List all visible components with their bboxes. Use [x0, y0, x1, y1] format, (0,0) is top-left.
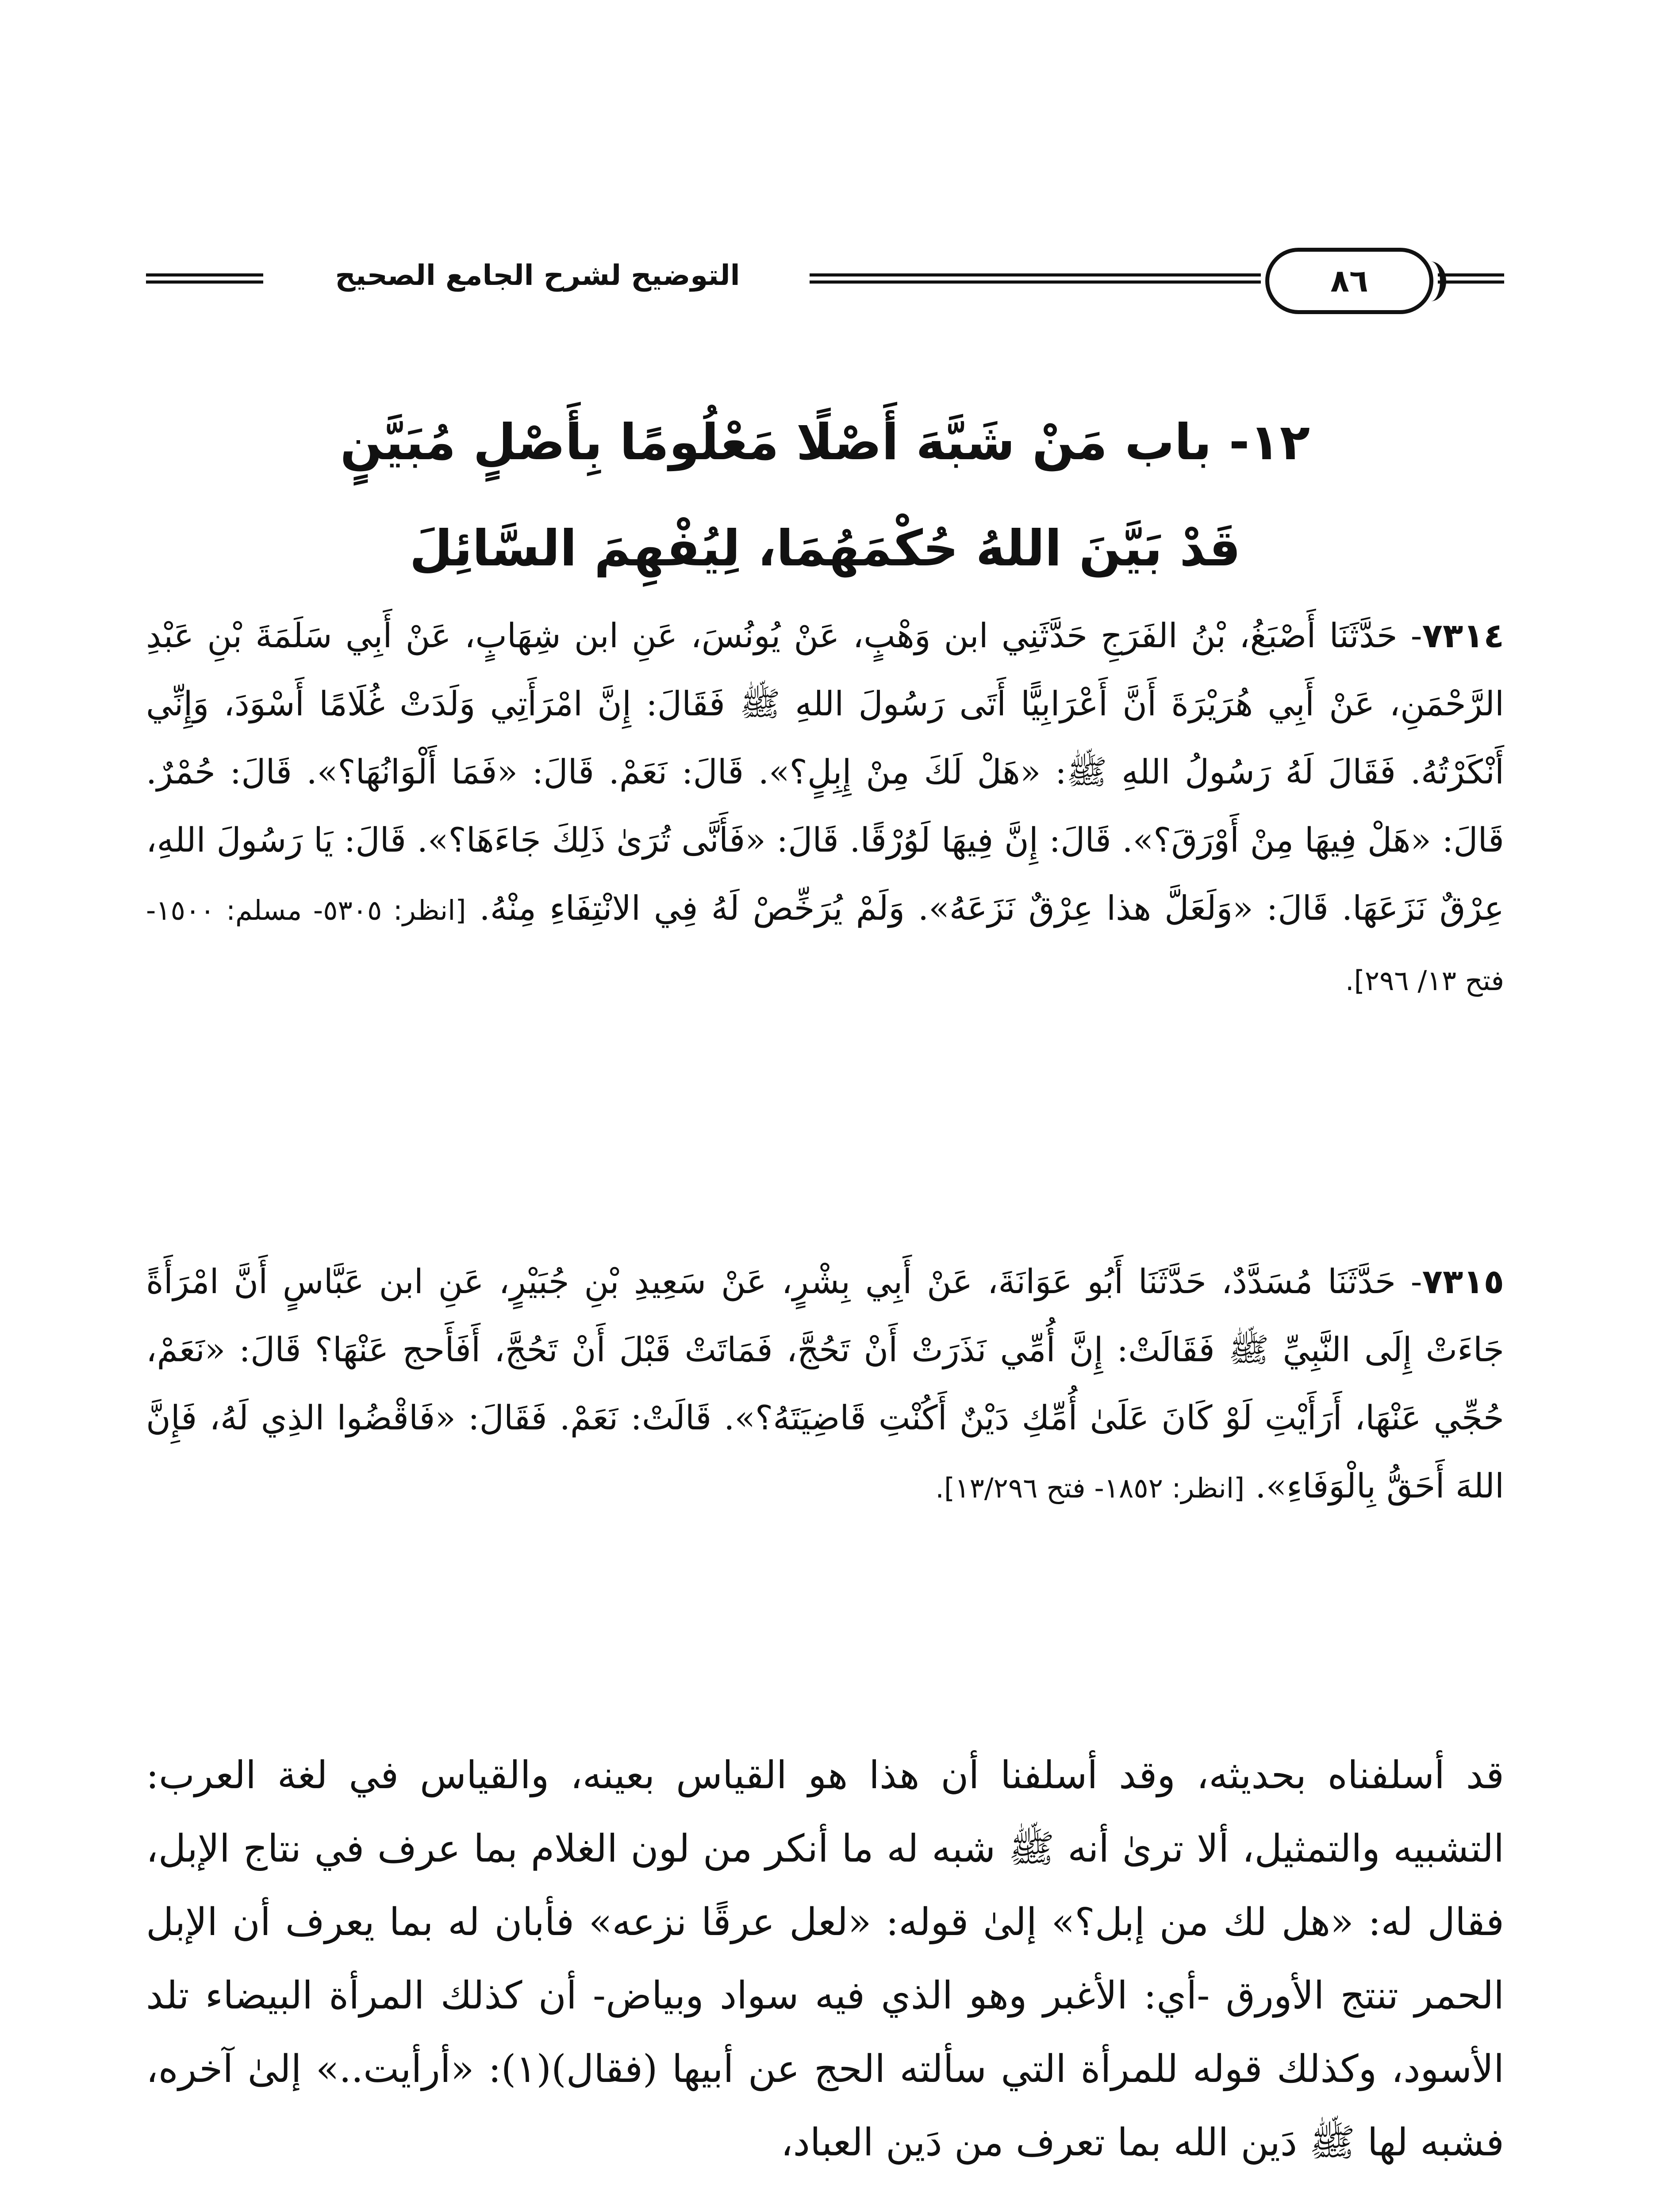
- hadith-paragraph: [146, 1248, 1504, 1522]
- hadith-reference: [انظر: ١٨٥٢- فتح ١٣/٢٩٦].: [935, 1472, 1245, 1504]
- page-number-badge: [1265, 248, 1433, 314]
- commentary-paragraph: قد أسلفناه بحديثه، وقد أسلفنا أن هذا هو القياس بعينه، والقياس في لغة العرب: التشبيه والتمثيل، ألا ترىٰ أنه ﷺ شبه له ما أنكر من لون الغلام بما عرف في نتاج الإبل، فقال له: «هل لك من إبل؟» إلىٰ قوله: «لعل عرقًا نزعه» فأبان له بما يعرف أن الإبل الحمر تنتج الأورق -أي: الأغبر وهو الذي فيه سواد وبياض- أن كذلك المرأة البيضاء تلد الأسود، وكذلك قوله للمرأة التي سألته الحج عن أبيها (فقال)(١): «أرأيت..» إلىٰ آخره، فشبه لها ﷺ دَين الله بما تعرف من دَين العباد،: [146, 1753, 1504, 2165]
- hadith-number: ٧٣١٥: [1422, 1262, 1504, 1301]
- hadith-text: - حَدَّثَنَا مُسَدَّدٌ، حَدَّثَنَا أَبُو عَوَانَةَ، عَنْ أَبِي بِشْرٍ، عَنْ سَعِيدِ بْنِ جُبَيْرٍ، عَنِ ابن عَبَّاسٍ أَنَّ امْرَأَةً جَاءَتْ إِلَى النَّبِيِّ ﷺ فَقَالَتْ: إِنَّ أُمِّي نَذَرَتْ أَنْ تَحُجَّ، فَمَاتَتْ قَبْلَ أَنْ تَحُجَّ، أَفَأَحج عَنْهَا؟ قَالَ: «نَعَمْ، حُجِّي عَنْهَا، أَرَأَيْتِ لَوْ كَانَ عَلَىٰ أُمِّكِ دَيْنٌ أَكُنْتِ قَاضِيَتَهُ؟». قَالَتْ: نَعَمْ. فَقَالَ: «فَاقْضُوا الذِي لَهُ، فَإِنَّ اللهَ أَحَقُّ بِالْوَفَاءِ».: [146, 1262, 1504, 1505]
- running-title: التوضيح لشرح الجامع الصحيح: [335, 259, 740, 292]
- header-rule-middle: [810, 273, 1261, 284]
- running-header: [146, 248, 1504, 314]
- hadith-7315: [146, 1248, 1504, 1721]
- hadith-reference: [انظر: ٥٣٠٥- مسلم: ١٥٠٠- فتح ١٣/ ٢٩٦].: [146, 894, 1504, 997]
- chapter-heading: [146, 389, 1504, 602]
- chapter-heading-line-1: ١٢- باب مَنْ شَبَّهَ أَصْلًا مَعْلُومًا بِأَصْلٍ مُبَيَّنٍ: [340, 414, 1310, 471]
- hadith-number: ٧٣١٤: [1422, 616, 1504, 655]
- header-rule-right: [1438, 273, 1504, 284]
- page-number: ٨٦: [1330, 263, 1368, 299]
- commentary: [146, 1739, 1504, 2212]
- hadith-paragraph: [146, 602, 1504, 1015]
- chapter-heading-line-2: قَدْ بَيَّنَ اللهُ حُكْمَهُمَا، لِيُفْهِمَ السَّائِلَ: [409, 520, 1241, 577]
- hadith-7314: [146, 602, 1504, 1230]
- header-rule-left: [146, 273, 263, 284]
- hadith-text: - حَدَّثَنَا أَصْبَغُ، بْنُ الفَرَجِ حَدَّثَنِي ابن وَهْبٍ، عَنْ يُونُسَ، عَنِ ابن شِهَابٍ، عَنْ أَبِي سَلَمَةَ بْنِ عَبْدِ الرَّحْمَنِ، عَنْ أَبِي هُرَيْرَةَ أَنَّ أَعْرَابِيًّا أَتَى رَسُولَ اللهِ ﷺ فَقَالَ: إِنَّ امْرَأَتِي وَلَدَتْ غُلَامًا أَسْوَدَ، وَإِنِّي أَنْكَرْتُهُ. فَقَالَ لَهُ رَسُولُ اللهِ ﷺ: «هَلْ لَكَ مِنْ إِبِلٍ؟». قَالَ: نَعَمْ. قَالَ: «فَمَا أَلْوَانُهَا؟». قَالَ: حُمْرٌ. قَالَ: «هَلْ فِيهَا مِنْ أَوْرَقَ؟». قَالَ: إِنَّ فِيهَا لَوُرْقًا. قَالَ: «فَأَنَّى تُرَىٰ ذَلِكَ جَاءَهَا؟». قَالَ: يَا رَسُولَ اللهِ، عِرْقٌ نَزَعَهَا. قَالَ: «وَلَعَلَّ هذا عِرْقٌ نَزَعَهُ». وَلَمْ يُرَخِّصْ لَهُ فِي الانْتِفَاءِ مِنْهُ.: [146, 616, 1504, 928]
